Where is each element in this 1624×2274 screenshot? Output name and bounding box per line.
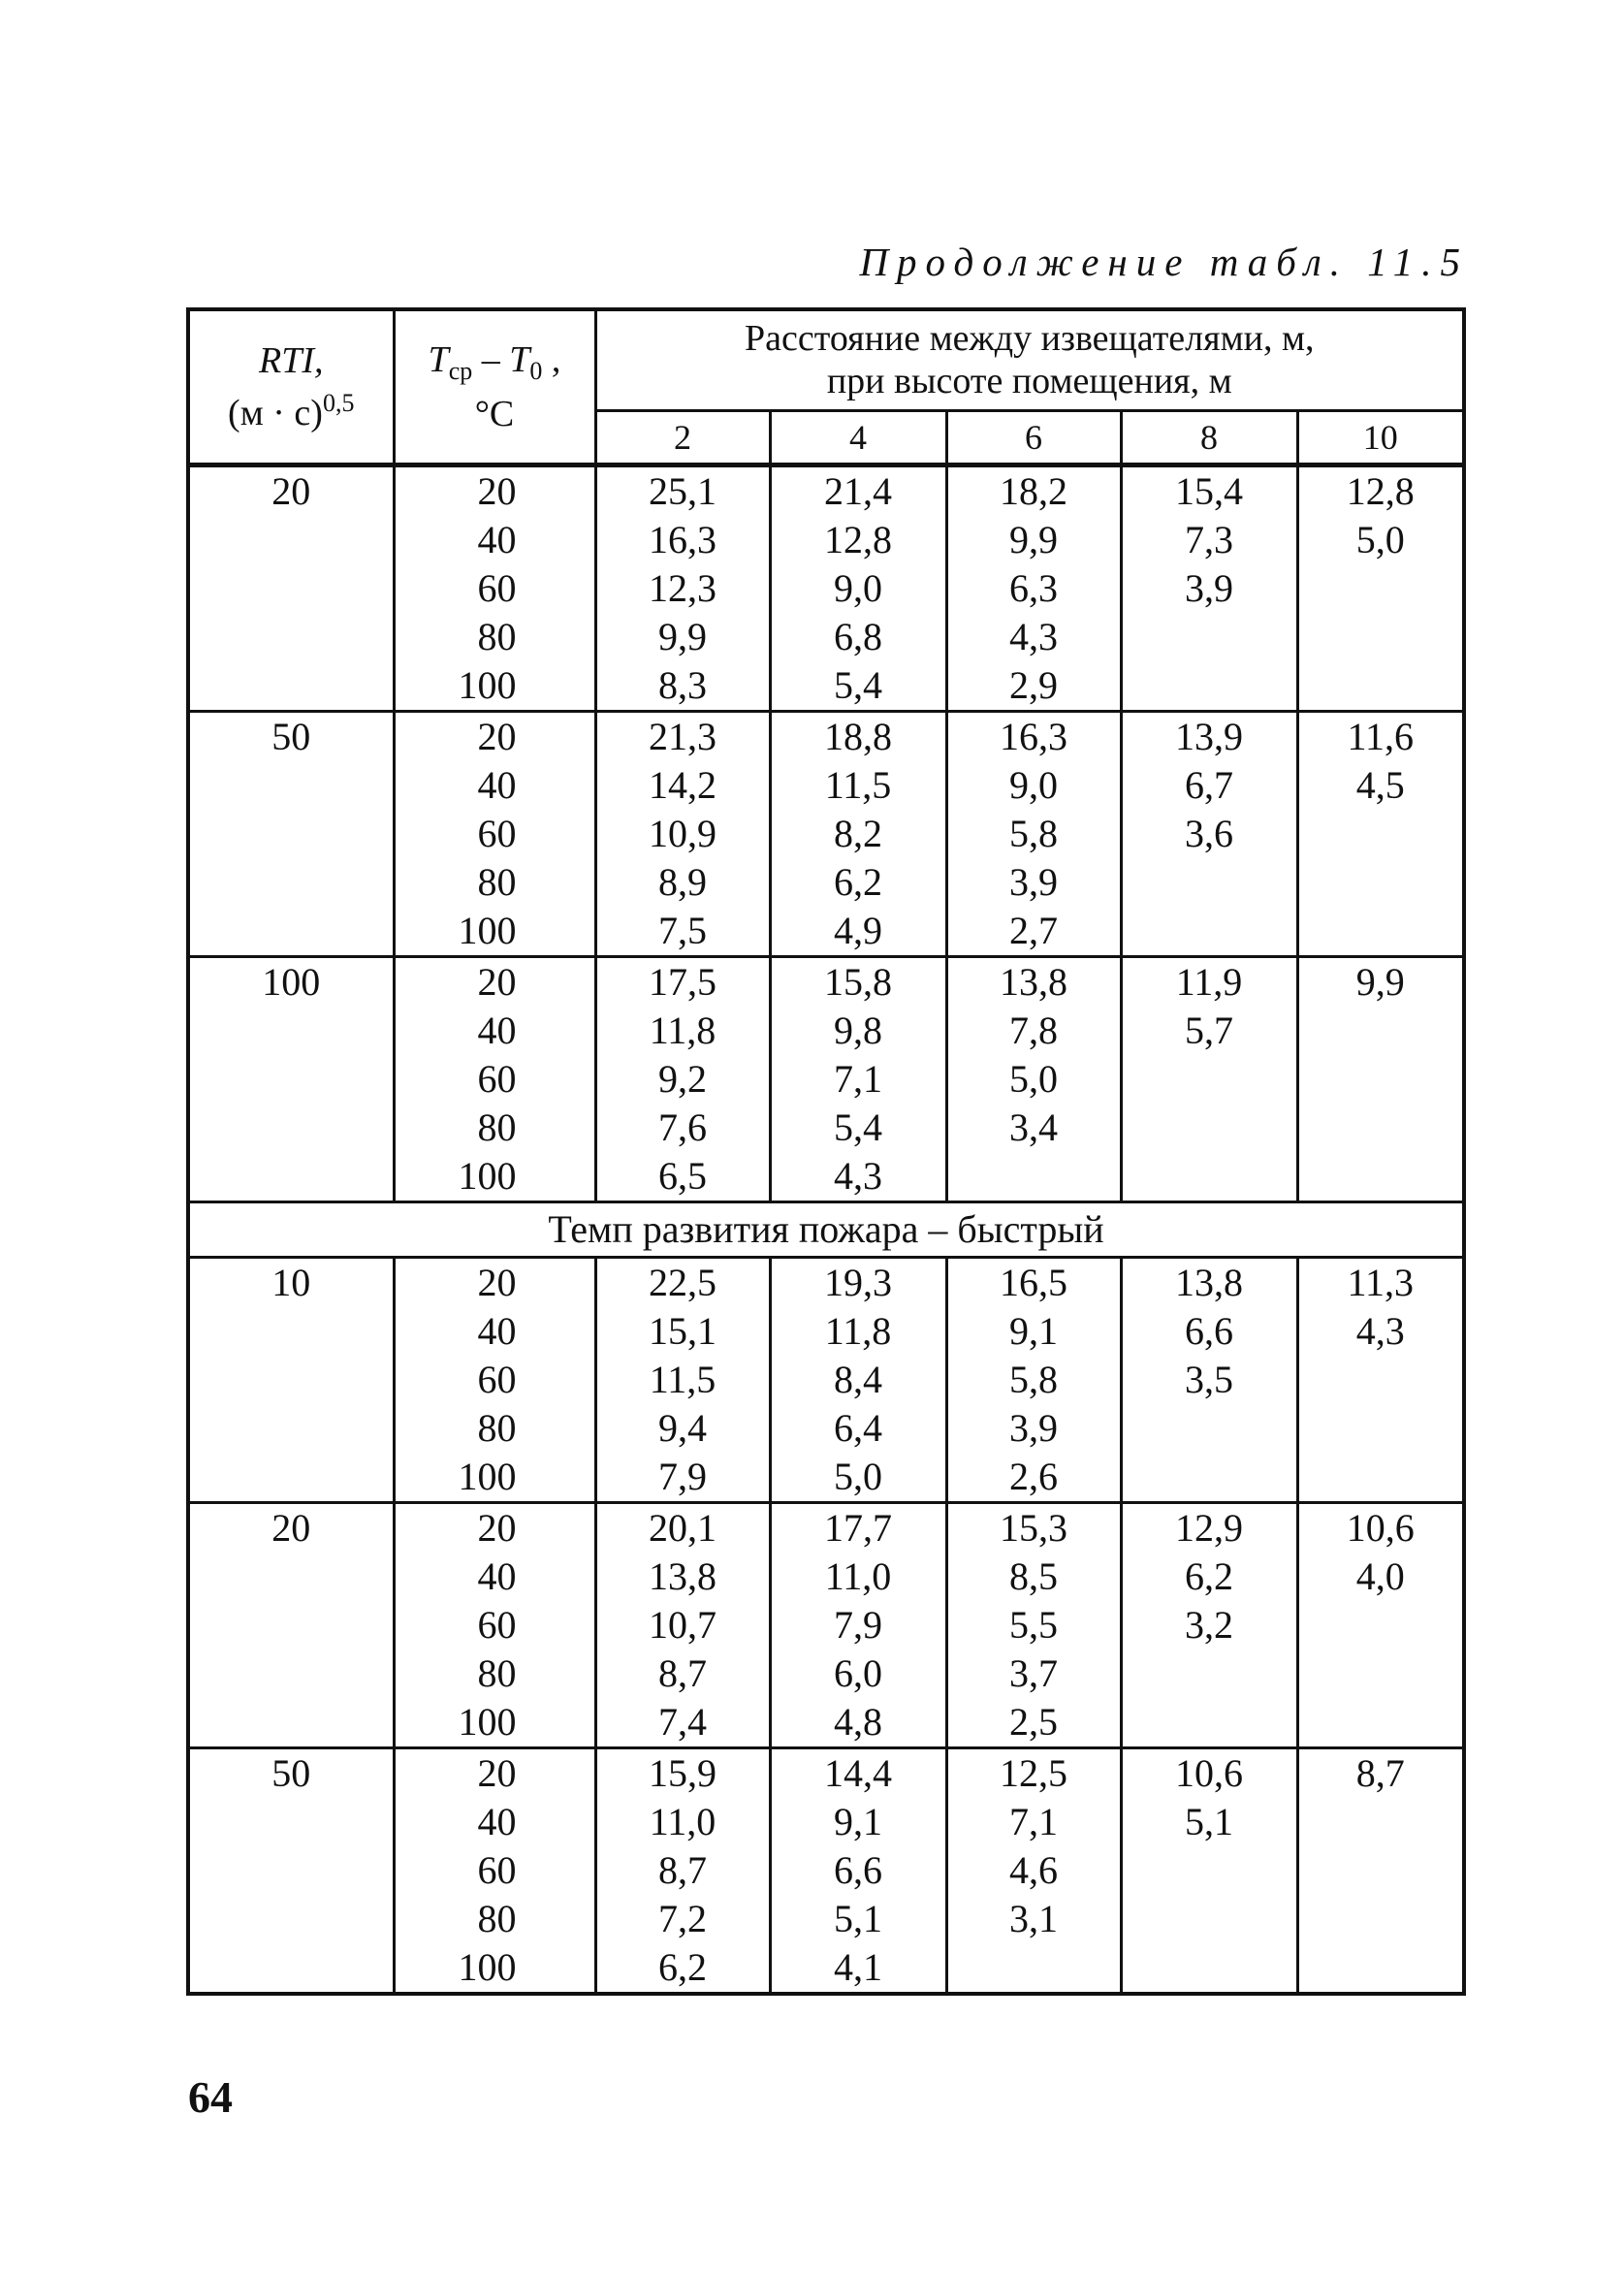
distance-cell: 12,5 (946, 1747, 1121, 1798)
distance-cell (1121, 1649, 1297, 1698)
table-group (188, 711, 1464, 956)
section-fast-label: Темп развития пожара – быстрый (188, 1201, 1464, 1257)
header-distance (595, 309, 1464, 410)
distance-cell: 10,9 (595, 810, 770, 858)
distance-cell: 11,0 (770, 1553, 946, 1601)
distance-cell: 22,5 (595, 1257, 770, 1307)
rti-cell: 50 (188, 711, 394, 761)
distance-cell: 9,0 (946, 761, 1121, 810)
temperature-cell: 60 (394, 1356, 595, 1404)
distance-cell (1297, 1698, 1464, 1748)
rti-cell (188, 810, 394, 858)
rti-cell (188, 1649, 394, 1698)
distance-cell: 11,5 (595, 1356, 770, 1404)
distance-cell: 18,8 (770, 711, 946, 761)
temperature-cell: 80 (394, 858, 595, 907)
distance-cell (1297, 1356, 1464, 1404)
header-rti-label: RTI, (259, 339, 324, 381)
rti-cell: 10 (188, 1257, 394, 1307)
temperature-cell: 100 (394, 1943, 595, 1994)
distance-cell: 9,9 (946, 516, 1121, 564)
distance-cell: 7,9 (770, 1601, 946, 1649)
distance-cell (1297, 564, 1464, 613)
distance-cell: 12,9 (1121, 1502, 1297, 1553)
t-minus: – (472, 338, 510, 380)
distance-cell: 11,9 (1121, 956, 1297, 1007)
distance-cell: 16,3 (946, 711, 1121, 761)
temperature-cell: 20 (394, 1257, 595, 1307)
distance-cell: 7,3 (1121, 516, 1297, 564)
table-row (188, 1307, 1464, 1356)
distance-cell: 5,4 (770, 1104, 946, 1152)
rti-cell (188, 1453, 394, 1503)
distance-cell (1297, 613, 1464, 661)
temperature-cell: 40 (394, 1798, 595, 1846)
distance-cell (1297, 661, 1464, 712)
table-row (188, 1502, 1464, 1553)
distance-cell: 13,9 (1121, 711, 1297, 761)
rti-cell (188, 1104, 394, 1152)
distance-cell: 10,6 (1297, 1502, 1464, 1553)
table-row (188, 564, 1464, 613)
rti-cell (188, 1943, 394, 1994)
rti-cell (188, 613, 394, 661)
distance-cell: 3,4 (946, 1104, 1121, 1152)
distance-cell (1297, 907, 1464, 957)
distance-cell: 16,5 (946, 1257, 1121, 1307)
table-row (188, 858, 1464, 907)
distance-cell (1121, 1943, 1297, 1994)
distance-cell (1297, 1798, 1464, 1846)
rti-cell (188, 1007, 394, 1055)
distance-cell: 3,9 (946, 858, 1121, 907)
distance-cell (1297, 1007, 1464, 1055)
header-temperature (394, 309, 595, 464)
distance-cell: 12,8 (770, 516, 946, 564)
distance-cell: 7,1 (946, 1798, 1121, 1846)
header-distance-line2: при высоте помещения, м (826, 361, 1232, 402)
distance-cell: 4,3 (946, 613, 1121, 661)
distance-cell: 10,7 (595, 1601, 770, 1649)
rti-cell (188, 1055, 394, 1104)
distance-cell (1297, 810, 1464, 858)
table-row (188, 1104, 1464, 1152)
distance-cell: 6,8 (770, 613, 946, 661)
distance-cell (1297, 1404, 1464, 1453)
distance-cell: 8,5 (946, 1553, 1121, 1601)
table-group (188, 956, 1464, 1201)
table-row (188, 464, 1464, 516)
distance-cell: 13,8 (946, 956, 1121, 1007)
distance-cell: 25,1 (595, 464, 770, 516)
distance-cell: 4,1 (770, 1943, 946, 1994)
distance-cell: 17,7 (770, 1502, 946, 1553)
rti-cell (188, 907, 394, 957)
temperature-cell: 20 (394, 464, 595, 516)
distance-cell: 2,9 (946, 661, 1121, 712)
distance-cell: 9,2 (595, 1055, 770, 1104)
distance-cell: 19,3 (770, 1257, 946, 1307)
distance-cell (1297, 1943, 1464, 1994)
distance-cell: 5,0 (1297, 516, 1464, 564)
distance-cell: 5,0 (946, 1055, 1121, 1104)
header-distance-line1: Расстояние между извещателями, м, (744, 318, 1315, 360)
distance-cell (1121, 1152, 1297, 1202)
distance-cell (1121, 1453, 1297, 1503)
distance-cell: 13,8 (595, 1553, 770, 1601)
rti-cell (188, 1895, 394, 1943)
distance-cell (1297, 1649, 1464, 1698)
distance-cell: 8,3 (595, 661, 770, 712)
distance-cell: 18,2 (946, 464, 1121, 516)
distance-cell (1297, 1895, 1464, 1943)
distance-cell (1121, 1698, 1297, 1748)
table-row (188, 956, 1464, 1007)
distance-cell: 2,7 (946, 907, 1121, 957)
distance-cell: 4,3 (1297, 1307, 1464, 1356)
distance-cell: 7,1 (770, 1055, 946, 1104)
t-sub-cp: ср (448, 356, 473, 385)
distance-cell (1297, 1104, 1464, 1152)
table-row (188, 661, 1464, 712)
rti-cell (188, 1698, 394, 1748)
header-rti (188, 309, 394, 464)
distance-cell: 6,7 (1121, 761, 1297, 810)
distance-cell (1297, 1055, 1464, 1104)
distance-cell: 6,6 (770, 1846, 946, 1895)
distance-cell: 21,3 (595, 711, 770, 761)
distance-cell: 5,8 (946, 1356, 1121, 1404)
distance-cell: 9,8 (770, 1007, 946, 1055)
temperature-cell: 20 (394, 1502, 595, 1553)
distance-cell (1121, 1895, 1297, 1943)
distance-cell: 7,6 (595, 1104, 770, 1152)
temperature-cell: 80 (394, 1404, 595, 1453)
rti-cell: 20 (188, 1502, 394, 1553)
temperature-cell: 60 (394, 1846, 595, 1895)
section-row-group (188, 1201, 1464, 1257)
header-rti-unit (190, 382, 393, 434)
distance-cell: 11,0 (595, 1798, 770, 1846)
table-row (188, 1747, 1464, 1798)
distance-cell (1297, 1601, 1464, 1649)
table-row (188, 1601, 1464, 1649)
temperature-cell: 60 (394, 1055, 595, 1104)
rti-unit-exp: 0,5 (322, 388, 355, 417)
distance-cell: 5,7 (1121, 1007, 1297, 1055)
distance-cell: 4,5 (1297, 761, 1464, 810)
distance-cell (1297, 858, 1464, 907)
distance-cell (946, 1943, 1121, 1994)
table-row (188, 1356, 1464, 1404)
table-group (188, 1747, 1464, 1994)
rti-cell (188, 1356, 394, 1404)
temperature-cell: 80 (394, 1649, 595, 1698)
table-row (188, 1649, 1464, 1698)
rti-cell (188, 1846, 394, 1895)
distance-cell: 8,7 (595, 1846, 770, 1895)
distance-cell: 12,8 (1297, 464, 1464, 516)
rti-cell (188, 1152, 394, 1202)
t-sub-0: 0 (529, 356, 543, 385)
distance-cell: 9,1 (770, 1798, 946, 1846)
table-group (188, 464, 1464, 711)
distance-cell: 5,5 (946, 1601, 1121, 1649)
table-row (188, 907, 1464, 957)
distance-cell (1297, 1152, 1464, 1202)
distance-cell: 8,7 (595, 1649, 770, 1698)
distance-cell: 4,9 (770, 907, 946, 957)
header-height-6: 6 (946, 410, 1121, 464)
distance-cell: 5,1 (1121, 1798, 1297, 1846)
temperature-cell: 40 (394, 516, 595, 564)
temperature-cell: 60 (394, 810, 595, 858)
distance-cell: 3,9 (946, 1404, 1121, 1453)
distance-cell: 5,8 (946, 810, 1121, 858)
data-table (186, 307, 1466, 1996)
rti-cell (188, 1307, 394, 1356)
distance-cell: 3,1 (946, 1895, 1121, 1943)
distance-cell: 3,9 (1121, 564, 1297, 613)
temperature-cell: 60 (394, 1601, 595, 1649)
temperature-cell: 40 (394, 761, 595, 810)
table-row (188, 1846, 1464, 1895)
distance-cell: 8,2 (770, 810, 946, 858)
temperature-cell: 100 (394, 1152, 595, 1202)
distance-cell: 8,7 (1297, 1747, 1464, 1798)
table-row (188, 1798, 1464, 1846)
rti-unit-base: (м · с) (228, 392, 323, 433)
distance-cell: 15,9 (595, 1747, 770, 1798)
rti-cell: 100 (188, 956, 394, 1007)
distance-cell: 6,2 (595, 1943, 770, 1994)
distance-cell: 7,5 (595, 907, 770, 957)
distance-cell: 14,2 (595, 761, 770, 810)
distance-cell: 15,8 (770, 956, 946, 1007)
page-number: 64 (188, 2072, 233, 2122)
rti-cell (188, 661, 394, 712)
t0-symbol: T (509, 338, 530, 380)
distance-cell (1121, 907, 1297, 957)
rti-cell (188, 564, 394, 613)
distance-cell: 17,5 (595, 956, 770, 1007)
distance-cell: 11,6 (1297, 711, 1464, 761)
table-group (188, 1257, 1464, 1502)
temperature-cell: 40 (394, 1553, 595, 1601)
temperature-cell: 80 (394, 1104, 595, 1152)
distance-cell (1297, 1846, 1464, 1895)
distance-cell: 9,9 (595, 613, 770, 661)
distance-cell: 8,4 (770, 1356, 946, 1404)
header-height-2: 2 (595, 410, 770, 464)
t-symbol: T (428, 338, 449, 380)
distance-cell (1121, 858, 1297, 907)
distance-cell: 4,6 (946, 1846, 1121, 1895)
table-row (188, 1553, 1464, 1601)
distance-cell (1121, 1846, 1297, 1895)
table-row (188, 711, 1464, 761)
distance-cell: 6,5 (595, 1152, 770, 1202)
table-row (188, 1453, 1464, 1503)
temperature-cell: 20 (394, 1747, 595, 1798)
distance-cell: 4,3 (770, 1152, 946, 1202)
distance-cell (946, 1152, 1121, 1202)
distance-cell: 6,2 (1121, 1553, 1297, 1601)
header-height-10: 10 (1297, 410, 1464, 464)
rti-cell (188, 761, 394, 810)
table-row (188, 761, 1464, 810)
distance-cell: 13,8 (1121, 1257, 1297, 1307)
table-header (188, 309, 1464, 464)
distance-cell: 6,2 (770, 858, 946, 907)
temperature-cell: 20 (394, 711, 595, 761)
distance-cell: 15,3 (946, 1502, 1121, 1553)
distance-cell: 9,4 (595, 1404, 770, 1453)
table-row (188, 1943, 1464, 1994)
table-row (188, 1698, 1464, 1748)
temperature-cell: 40 (394, 1307, 595, 1356)
distance-cell: 16,3 (595, 516, 770, 564)
header-temp-unit: °C (474, 393, 515, 434)
temperature-cell: 100 (394, 1698, 595, 1748)
distance-cell: 5,4 (770, 661, 946, 712)
distance-cell: 7,9 (595, 1453, 770, 1503)
distance-cell: 15,1 (595, 1307, 770, 1356)
distance-cell: 3,7 (946, 1649, 1121, 1698)
distance-cell: 7,2 (595, 1895, 770, 1943)
table-row (188, 1055, 1464, 1104)
distance-cell (1121, 1404, 1297, 1453)
temperature-cell: 80 (394, 613, 595, 661)
distance-cell (1121, 1055, 1297, 1104)
distance-cell (1121, 1104, 1297, 1152)
distance-cell (1297, 1453, 1464, 1503)
header-height-4: 4 (770, 410, 946, 464)
t-comma: , (542, 338, 561, 380)
rti-cell (188, 858, 394, 907)
distance-cell: 9,1 (946, 1307, 1121, 1356)
rti-cell: 20 (188, 464, 394, 516)
distance-cell: 3,6 (1121, 810, 1297, 858)
distance-cell: 11,3 (1297, 1257, 1464, 1307)
table-caption: Продолжение табл. 11.5 (859, 240, 1469, 284)
distance-cell: 2,5 (946, 1698, 1121, 1748)
temperature-cell: 60 (394, 564, 595, 613)
table-row (188, 1007, 1464, 1055)
distance-cell: 12,3 (595, 564, 770, 613)
table-row (188, 613, 1464, 661)
distance-cell: 21,4 (770, 464, 946, 516)
distance-cell: 6,3 (946, 564, 1121, 613)
distance-cell: 7,8 (946, 1007, 1121, 1055)
rti-cell (188, 1553, 394, 1601)
rti-cell (188, 1798, 394, 1846)
header-height-8: 8 (1121, 410, 1297, 464)
temperature-cell: 40 (394, 1007, 595, 1055)
distance-cell (1121, 613, 1297, 661)
table-row (188, 1257, 1464, 1307)
distance-cell: 9,9 (1297, 956, 1464, 1007)
distance-cell: 3,2 (1121, 1601, 1297, 1649)
rti-cell (188, 1404, 394, 1453)
distance-cell: 5,0 (770, 1453, 946, 1503)
distance-cell: 15,4 (1121, 464, 1297, 516)
table-row (188, 1152, 1464, 1202)
distance-cell: 4,8 (770, 1698, 946, 1748)
distance-cell: 6,4 (770, 1404, 946, 1453)
temperature-cell: 100 (394, 907, 595, 957)
distance-cell: 20,1 (595, 1502, 770, 1553)
temperature-cell: 80 (394, 1895, 595, 1943)
distance-cell: 6,6 (1121, 1307, 1297, 1356)
distance-cell: 9,0 (770, 564, 946, 613)
distance-cell: 6,0 (770, 1649, 946, 1698)
header-temp-formula (396, 338, 594, 393)
distance-cell: 11,8 (770, 1307, 946, 1356)
temperature-cell: 20 (394, 956, 595, 1007)
temperature-cell: 100 (394, 661, 595, 712)
table-row (188, 516, 1464, 564)
distance-cell: 2,6 (946, 1453, 1121, 1503)
table-row (188, 1895, 1464, 1943)
distance-cell: 7,4 (595, 1698, 770, 1748)
distance-cell: 11,5 (770, 761, 946, 810)
table-row (188, 1404, 1464, 1453)
distance-cell: 3,5 (1121, 1356, 1297, 1404)
rti-cell: 50 (188, 1747, 394, 1798)
distance-cell: 8,9 (595, 858, 770, 907)
distance-cell: 5,1 (770, 1895, 946, 1943)
rti-cell (188, 516, 394, 564)
rti-cell (188, 1601, 394, 1649)
table-row (188, 810, 1464, 858)
distance-cell (1121, 661, 1297, 712)
distance-cell: 11,8 (595, 1007, 770, 1055)
distance-cell: 4,0 (1297, 1553, 1464, 1601)
temperature-cell: 100 (394, 1453, 595, 1503)
distance-cell: 10,6 (1121, 1747, 1297, 1798)
distance-cell: 14,4 (770, 1747, 946, 1798)
table-group (188, 1502, 1464, 1747)
